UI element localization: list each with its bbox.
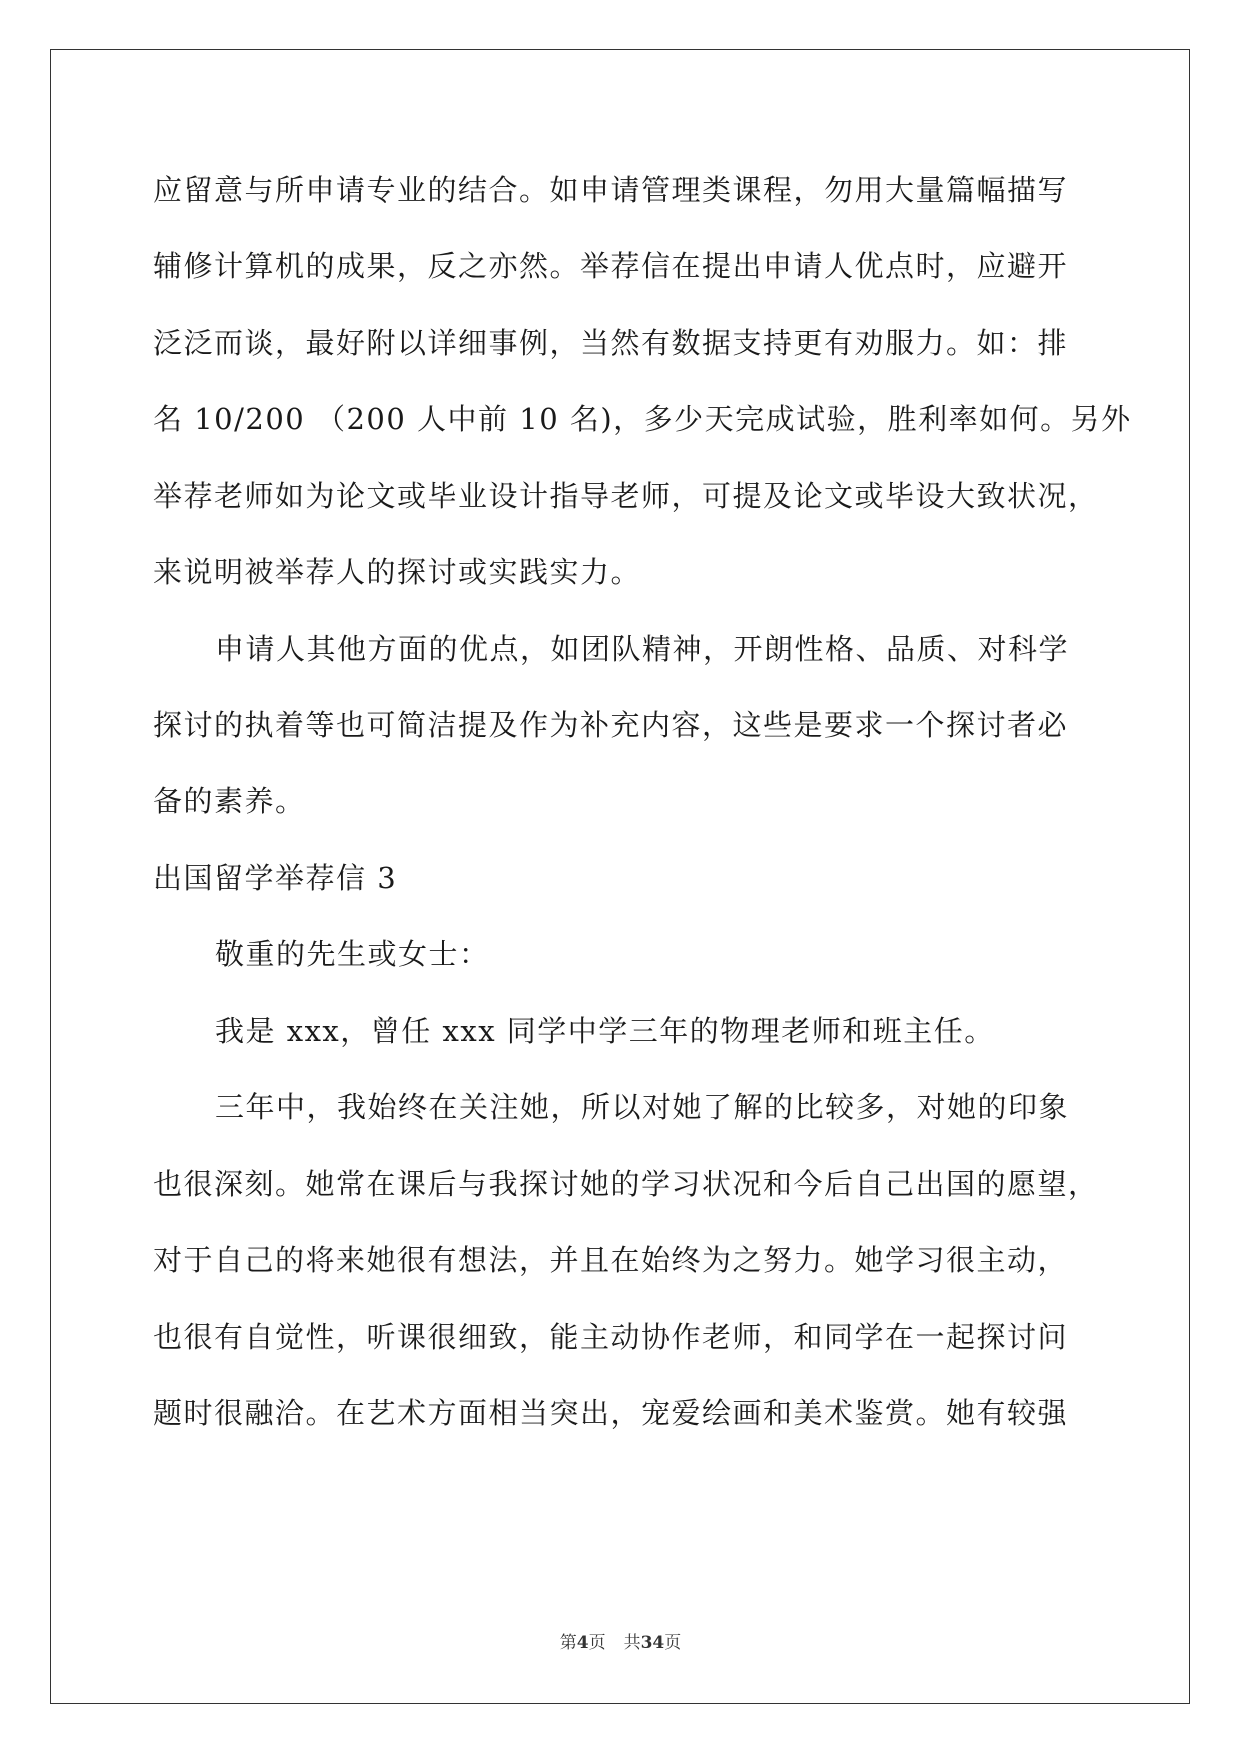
text-line: 备的素养。 [153, 784, 306, 818]
footer-total-pages: 34 [640, 1633, 665, 1653]
text-line: 三年中，我始终在关注她，所以对她了解的比较多，对她的印象 [215, 1090, 1070, 1124]
text-line: 举荐老师如为论文或毕业设计指导老师，可提及论文或毕设大致状况， [153, 479, 1099, 513]
section-heading: 出国留学举荐信 3 [153, 861, 398, 895]
text-line: 名 10/200 （200 人中前 10 名)，多少天完成试验，胜利率如何。另外 [153, 402, 1132, 436]
text-line: 辅修计算机的成果，反之亦然。举荐信在提出申请人优点时，应避开 [153, 249, 1069, 283]
text-line: 也很有自觉性，听课很细致，能主动协作老师，和同学在一起探讨问 [153, 1320, 1069, 1354]
text-line: 也很深刻。她常在课后与我探讨她的学习状况和今后自己出国的愿望， [153, 1167, 1099, 1201]
footer-page-suffix: 页 [588, 1633, 606, 1653]
footer-prefix: 第 [559, 1633, 577, 1653]
text-line: 对于自己的将来她很有想法，并且在始终为之努力。她学习很主动， [153, 1243, 1069, 1277]
text-line: 应留意与所申请专业的结合。如申请管理类课程，勿用大量篇幅描写 [153, 173, 1069, 207]
text-line: 来说明被举荐人的探讨或实践实力。 [153, 555, 642, 589]
text-line: 申请人其他方面的优点，如团队精神，开朗性格、品质、对科学 [215, 632, 1070, 666]
text-line: 探讨的执着等也可简洁提及作为补充内容，这些是要求一个探讨者必 [153, 708, 1069, 742]
footer-total-suffix: 页 [664, 1633, 682, 1653]
text-line: 我是 xxx，曾任 xxx 同学中学三年的物理老师和班主任。 [215, 1014, 995, 1048]
footer-total-prefix: 共 [623, 1633, 641, 1653]
text-line: 题时很融洽。在艺术方面相当突出，宠爱绘画和美术鉴赏。她有较强 [153, 1396, 1069, 1430]
salutation: 敬重的先生或女士： [215, 937, 490, 971]
page-footer [0, 1628, 1241, 1653]
footer-page-number: 4 [576, 1633, 589, 1653]
text-line: 泛泛而谈，最好附以详细事例，当然有数据支持更有劝服力。如：排 [153, 326, 1069, 360]
